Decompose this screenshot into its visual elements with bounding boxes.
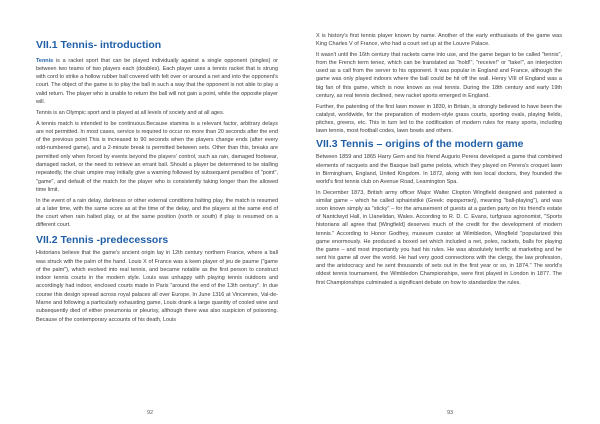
- paragraph: A tennis match is intended to be continuous.Because stamina is a relevant factor, arbitrary delays are not permitted. In most cases, service is required to occur no more than 20 seconds after the end of the previous point This is increased to 90 seconds when the players change ends (after every odd-numbered game), and a 2-minute break is permitted between sets. Other than this, breaks are permitted only when forced by events beyond the players' control, such as rain, damaged footwear, damaged racket, or the need to retrieve an errant ball. Should a player be determined to be stalling repeatedly, the chair umpire may initially give a warning followed by subsequent penalties of "point", "game", and default of the match for the player who is consistently taking longer than the allowed time limit.: [36, 120, 278, 193]
- paragraph: Tennis is an Olympic sport and is played at all levels of society and at all ages.: [36, 109, 225, 116]
- paragraph: It wasn't until the 16th century that rackets came into use, and the game began to be called "tennis", from the French term tenez, which can be translated as "hold!", "receive!" or "take!", an interjection used as a call from the server to his opponent. It was popular in England and France, although the game was only played indoors where the ball could be hit off the wall. Henry VIII of England was a big fan of this game, which is now known as real tennis. During the 18th century and early 19th century, as real tennis declined, new racket sports emerged in England.: [316, 51, 562, 99]
- section-heading-origins: VII.3 Tennis – origins of the modern game: [316, 137, 524, 150]
- page-number-right: 93: [446, 410, 454, 416]
- right-page: [300, 0, 600, 424]
- section-heading-predecessors: VII.2 Tennis -predecessors: [36, 233, 169, 246]
- paragraph: Further, the patenting of the first lawn mower in 1830, in Britain, is strongly believed to have been the catalyst, worldwide, for the preparation of modern-style grass courts, sporting ovals, playing fields, pitches, greens, etc. This in turn led to the codification of modern rules for many sports, including lawn tennis, most football codes, lawn bowls and others.: [316, 103, 562, 135]
- paragraph-text: is a racket sport that can be played individually against a single opponent (singles) or between two teams of two players each (doubles). Each player uses a tennis racket that is strung with cord to strike a hollow rubber ball covered with felt over or around a net and into the opponent's court. The object of the game is to play the ball in such a way that the opponent is not able to play a valid return. The player who is unable to return the ball will not gain a point, while the opposite player will.: [36, 57, 278, 105]
- keyword-tennis: Tennis: [36, 57, 54, 64]
- paragraph: In the event of a rain delay, darkness or other external conditions halting play, the match is resumed at a later time, with the same score as at the time of the delay, and the players at the same end of the court when rain halted play, or at the same position (north or south) if play is resumed on a different court.: [36, 197, 278, 229]
- paragraph: X is history's first tennis player known by name. Another of the early enthusiasts of the game was King Charles V of France, who had a court set up at the Louvre Palace.: [316, 33, 562, 48]
- paragraph: Historians believe that the game's ancient origin lay in 12th century northern France, where a ball was struck with the palm of the hand. Louis X of France was a keen player of jeu de paume ("game of the palm"), which evolved into real tennis, and became notable as the first person to construct indoor tennis courts in the modern style. Louis was unhappy with playing tennis outdoors and accordingly had indoor, enclosed courts made in Paris "around the end of the 13th century". In due course this design spread across royal palaces all over Europe. In June 1316 at Vincennes, Val-de-Marne and following a particularly exhausting game, Louis drank a large quantity of cooled wine and subsequently died of either pneumonia or pleurisy, although there was also suspicion of poisoning. Because of the contemporary accounts of his death, Louis: [36, 250, 278, 323]
- paragraph: In December 1873, British army officer Major Walter Clopton Wingfield designed and patented a similar game – which he called sphairistikè (Greek: σφαιριστική), meaning "ball-playing"), and was soon known simply as "sticky" – for the amusement of guests at a garden party on his friend's estate of Nantclwyd Hall, in Llanelidan, Wales. According to R. D. C. Evans, turfgrass agronomist, "Sports historians all agree that [Wingfield] deserves much of the credit for the development of modern tennis." According to Honor Godfrey, museum curator at Wimbledon, Wingfield "popularized this game enormously. He produced a boxed set which included a net, poles, rackets, balls for playing the game – and most importantly you had his rules. He was absolutely terrific at marketing and he sent his game all over the world. He had very good connections with the clergy, the law profession, and the aristocracy and he sent thousands of sets out in the first year or so, in 1874." The world's oldest tennis tournament, the Wimbledon Championships, were first played in London in 1877. The first Championships culminated a significant debate on how to standardize the rules.: [316, 189, 562, 286]
- paragraph: [36, 57, 278, 107]
- page-number-left: 92: [146, 410, 154, 416]
- section-heading-introduction: VII.1 Tennis- introduction: [36, 39, 162, 51]
- paragraph: Between 1859 and 1865 Harry Gem and his friend Augurio Perera developed a game that combined elements of racquets and the Basque ball game pelota, which they played on Perera's croquet lawn in Birmingham, England, United Kingdom. In 1872, along with two local doctors, they founded the world's first tennis club on Avenue Road, Leamington Spa.: [316, 154, 562, 185]
